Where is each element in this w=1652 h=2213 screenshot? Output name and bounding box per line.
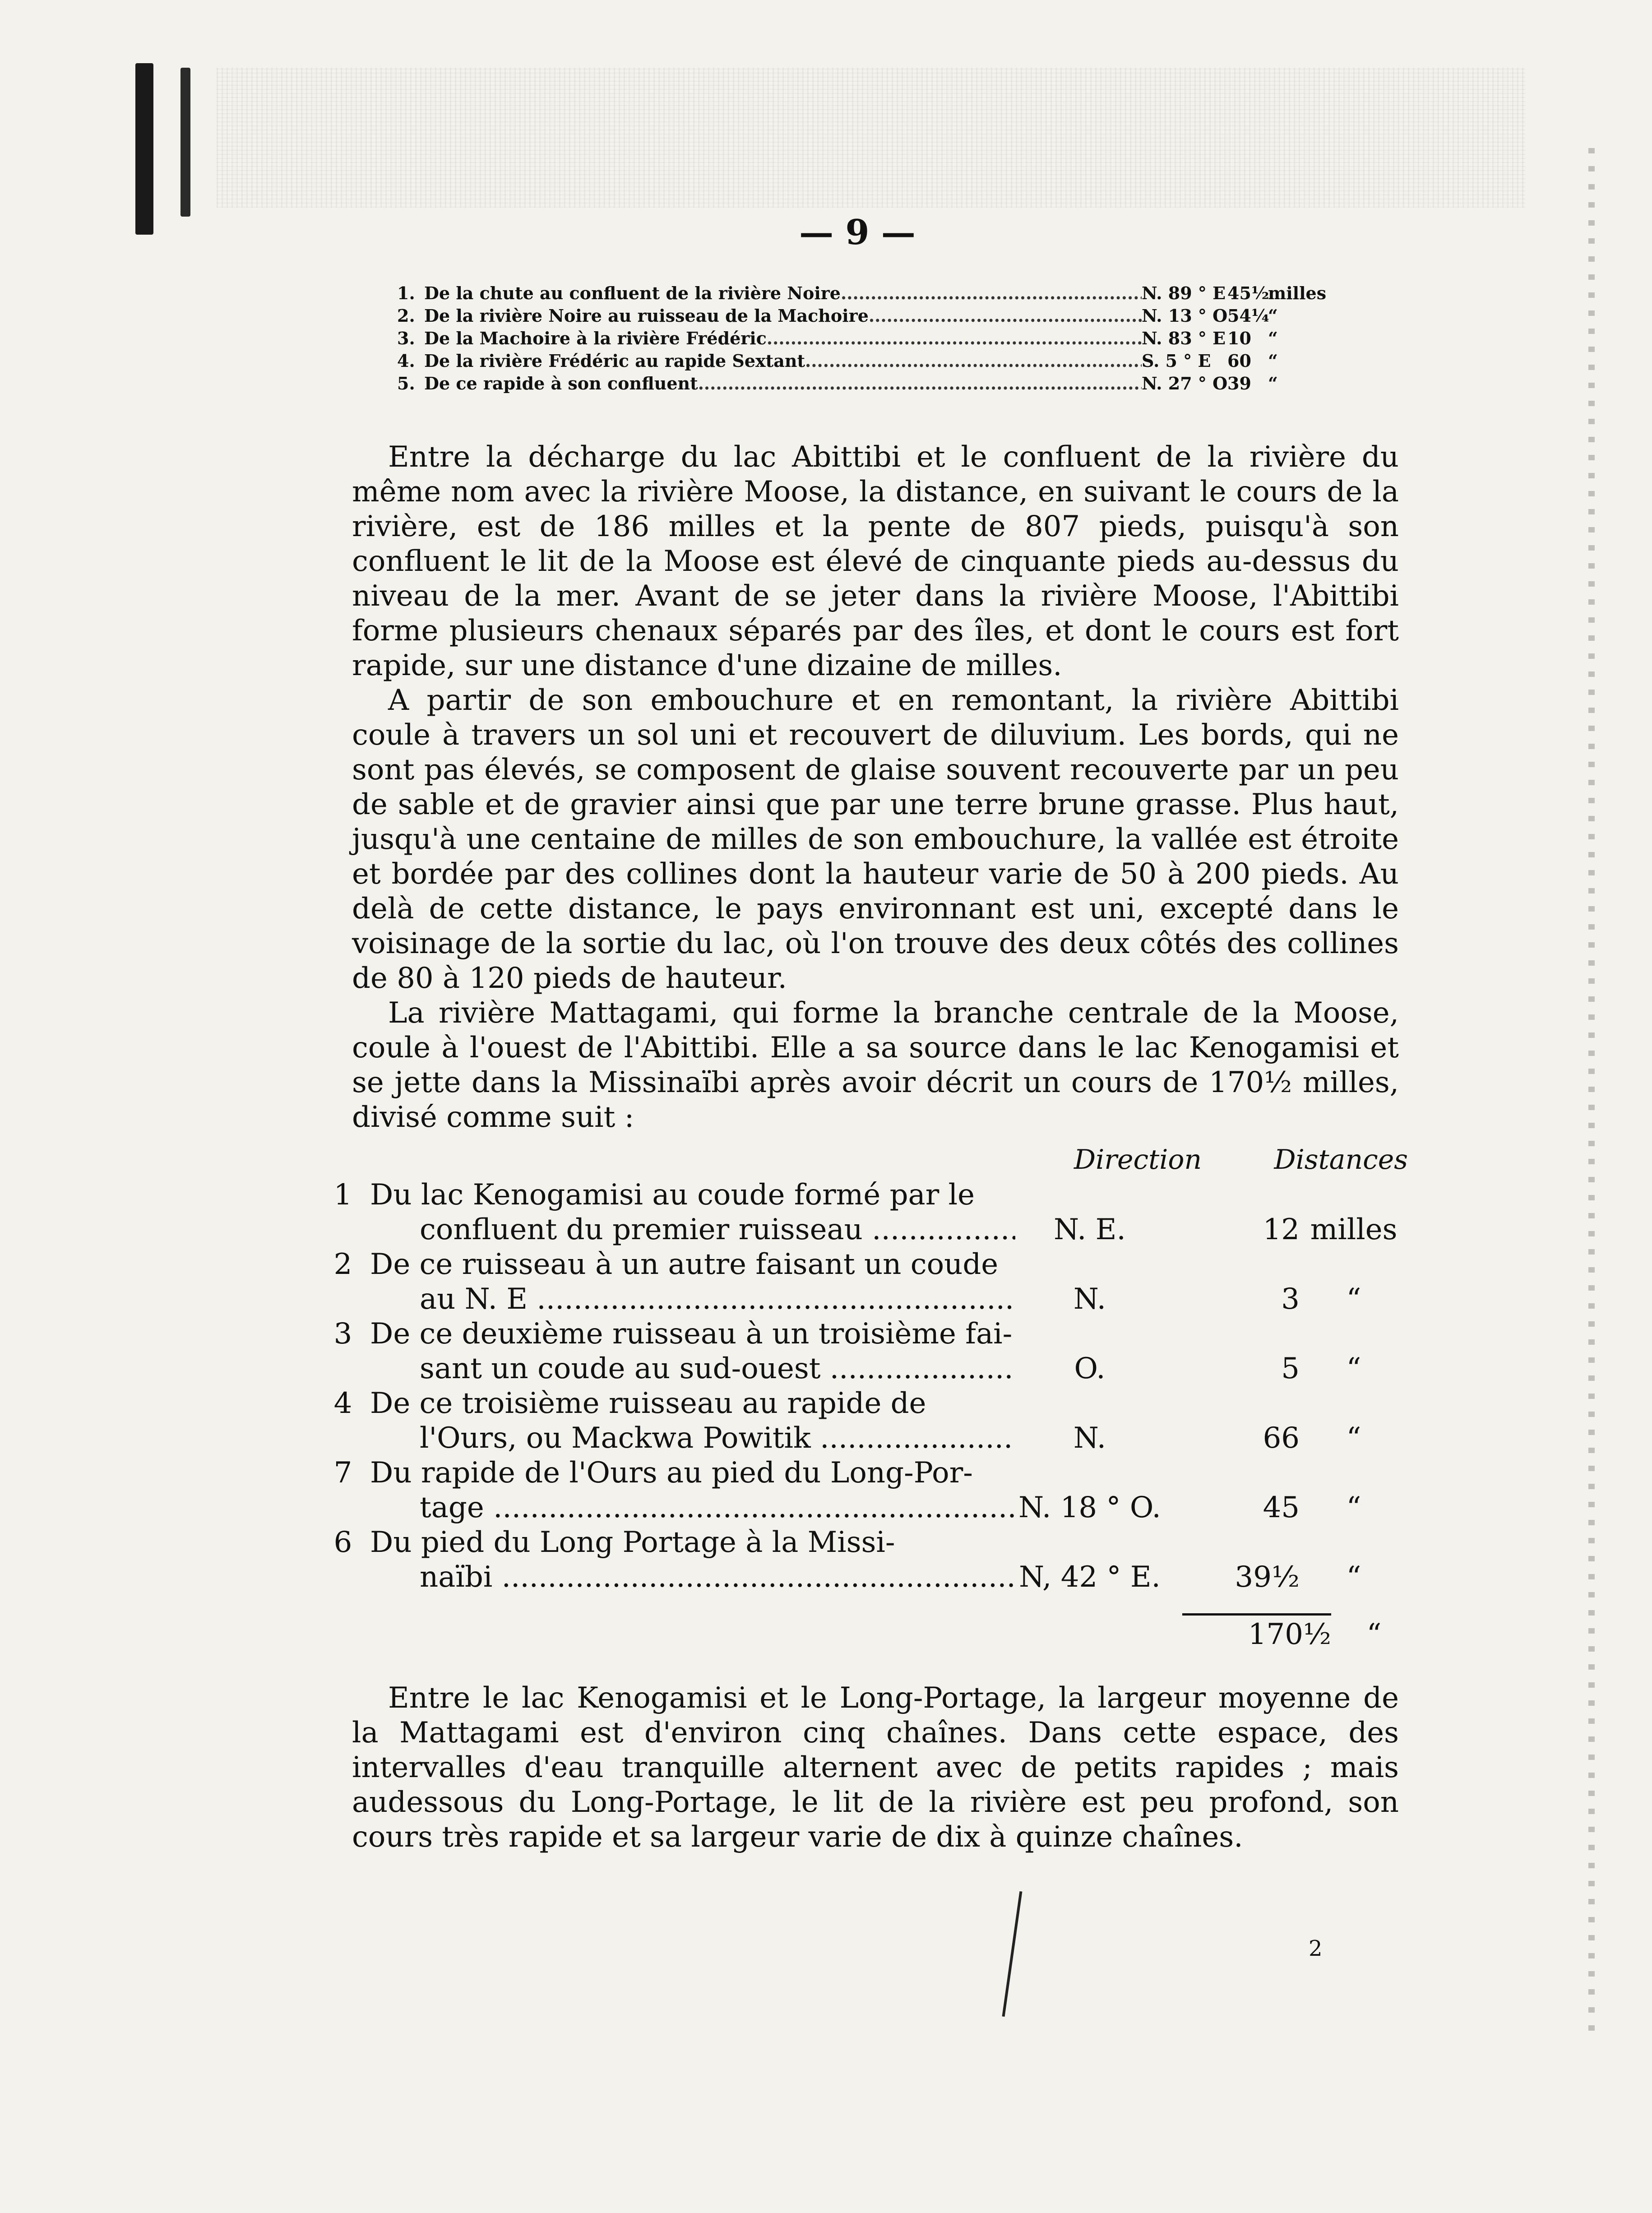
scan-noise-band bbox=[217, 68, 1525, 208]
binding-mark bbox=[180, 68, 190, 217]
route-summary-list bbox=[397, 282, 1336, 395]
list-item: 4. De la rivière Frédéric au rapide Sextant ..... S. 5 ° E 60 “ bbox=[397, 350, 1336, 372]
pen-stroke bbox=[1002, 1891, 1023, 2017]
table-row: 4 De ce troisième ruisseau au rapide de l'Ours, ou Mackwa Powitik ..... N. 66 “ bbox=[316, 1386, 1408, 1456]
table-total: 170½ “ bbox=[1248, 1618, 1382, 1651]
table-row: 3 De ce deuxième ruisseau à un troisième fai- sant un coude au sud-ouest ..... O. 5 “ bbox=[316, 1317, 1408, 1386]
paragraph: Entre le lac Kenogamisi et le Long-Portage, la largeur moyenne de la Mattagami est d'environ cinq chaînes. Dans cette espace, des intervalles d'eau tranquille alternent avec de petits rapides ; mais audessous du Long-Portage, le lit de la rivière est peu profond, son cours très rapide et sa largeur varie de dix à quinze chaînes. bbox=[352, 1681, 1399, 1854]
table-row: 1 Du lac Kenogamisi au coude formé par le confluent du premier ruisseau ..... N. E. 12 milles bbox=[316, 1178, 1408, 1247]
paragraph: A partir de son embouchure et en remontant, la rivière Abittibi coule à travers un sol uni et recouvert de diluvium. Les bords, qui ne sont pas élevés, se composent de glaise souvent recouverte par un peu de sable et de gravier ainsi que par une terre brune grasse. Plus haut, jusqu'à une centaine de milles de son embouchure, la vallée est étroite et bordée par des collines dont la hauteur varie de 50 à 200 pieds. Au delà de cette distance, le pays environnant est uni, excepté dans le voisinage de la sortie du lac, où l'on trouve des deux côtés des collines de 80 à 120 pieds de hauteur. bbox=[352, 684, 1399, 995]
paragraph: Entre la décharge du lac Abittibi et le confluent de la rivière du même nom avec la rivière Moose, la distance, en suivant le cours de la rivière, est de 186 milles et la pente de 807 pieds, puisqu'à son confluent le lit de la Moose est élevé de cinquante pieds au-dessus du niveau de la mer. Avant de se jeter dans la rivière Moose, l'Abittibi forme plusieurs chenaux séparés par des îles, et dont le cours est fort rapide, sur une distance d'une dizaine de milles. bbox=[352, 440, 1399, 682]
binding-mark bbox=[135, 63, 153, 235]
list-item: 2. De la rivière Noire au ruisseau de la Machoire ..... N. 13 ° O 54¼ “ bbox=[397, 305, 1336, 327]
table-row: 7 Du rapide de l'Ours au pied du Long-Por- tage ..... N. 18 ° O. 45 “ bbox=[316, 1456, 1408, 1525]
distance-table bbox=[316, 1178, 1408, 1595]
list-item: 1. De la chute au confluent de la rivière Noire ..... N. 89 ° E 45½ milles bbox=[397, 282, 1336, 305]
body-text bbox=[352, 440, 1399, 1135]
total-rule bbox=[1182, 1613, 1331, 1616]
column-header-direction: Direction bbox=[1074, 1144, 1202, 1176]
table-header bbox=[1074, 1144, 1408, 1176]
column-header-distances: Distances bbox=[1274, 1144, 1408, 1176]
paragraph: La rivière Mattagami, qui forme la branche centrale de la Moose, coule à l'ouest de l'Abittibi. Elle a sa source dans le lac Kenogamisi et se jette dans la Missinaïbi après avoir décrit un cours de 170½ milles, divisé comme suit : bbox=[352, 996, 1399, 1134]
table-row: 2 De ce ruisseau à un autre faisant un coude au N. E ..... N. 3 “ bbox=[316, 1247, 1408, 1317]
body-text-final bbox=[352, 1681, 1399, 1855]
footer-mark: 2 bbox=[1309, 1936, 1323, 1961]
list-item: 3. De la Machoire à la rivière Frédéric ..... N. 83 ° E 10 “ bbox=[397, 327, 1336, 350]
table-row: 6 Du pied du Long Portage à la Missi- naïbi ..... N, 42 ° E. 39½ “ bbox=[316, 1525, 1408, 1595]
page-edge-shadow bbox=[1588, 135, 1595, 2031]
page-number: — 9 — bbox=[799, 212, 916, 252]
list-item: 5. De ce rapide à son confluent ..... N. 27 ° O 39 “ bbox=[397, 372, 1336, 395]
